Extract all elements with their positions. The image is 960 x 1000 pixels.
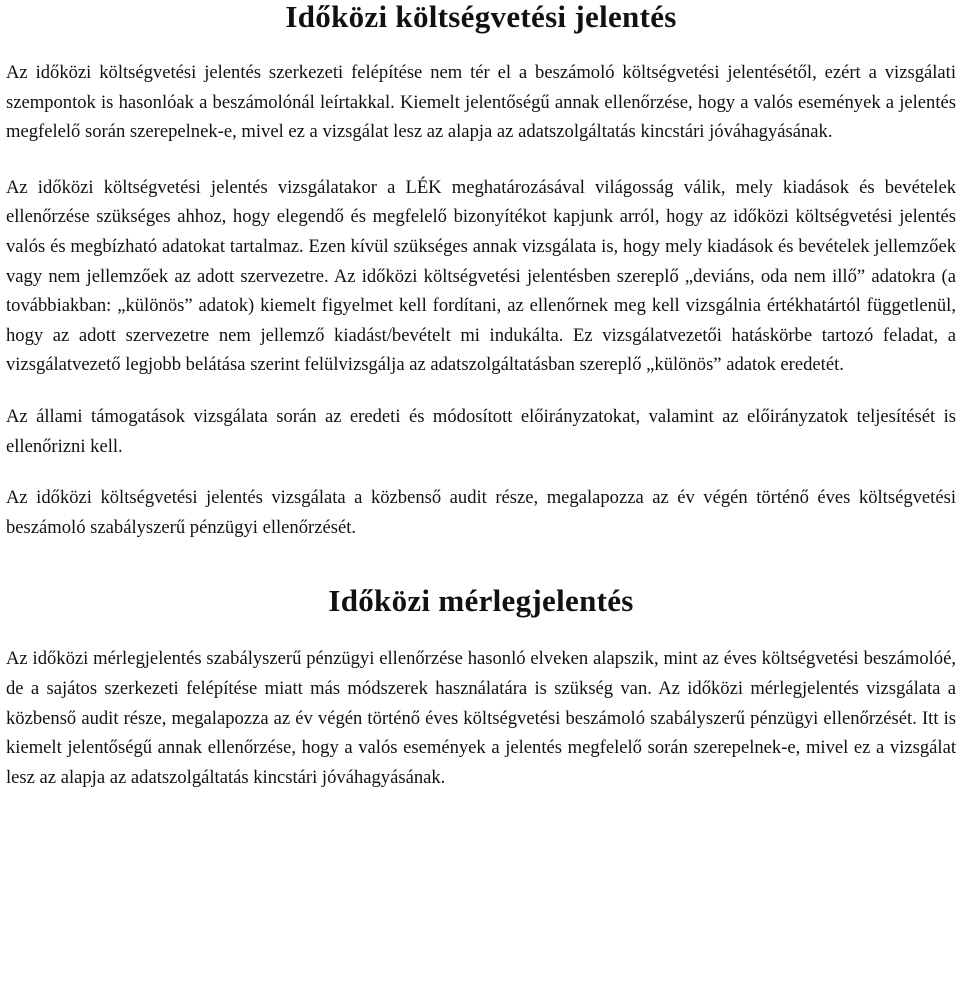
section-heading: Időközi mérlegjelentés bbox=[328, 583, 634, 619]
paragraph: Az időközi mérlegjelentés szabályszerű pénzügyi ellenőrzése hasonló elveken alapszik, mint az éves költségvetési beszámolóé, de a sajátos szerkezeti felépítése miatt más módszerek használatára is szükség van. Az időközi mérlegjelentés vizsgálata a közbenső audit része, megalapozza az év végén történő éves költségvetési beszámoló szabályszerű pénzügyi ellenőrzését. Itt is kiemelt jelentőségű annak ellenőrzése, hogy a valós események a jelentés megfelelő során szerepelnek-e, mivel ez a vizsgálat lesz az alapja az adatszolgáltatás kincstári jóváhagyásának. bbox=[6, 648, 956, 788]
paragraph: Az állami támogatások vizsgálata során az eredeti és módosított előirányzatokat, valamint az előirányzatok teljesítését is ellenőrizni kell. bbox=[6, 405, 956, 457]
document-page bbox=[6, 0, 956, 792]
section-heading: Időközi költségvetési jelentés bbox=[285, 0, 677, 34]
paragraph: Az időközi költségvetési jelentés vizsgálatakor a LÉK meghatározásával világosság válik, mely kiadások és bevételek ellenőrzése szükséges ahhoz, hogy elegendő és megfelelő bizonyítékot kapjunk arról, hogy az időközi költségvetési jelentés valós és megbízható adatokat tartalmaz. Ezen kívül szükséges annak vizsgálata is, hogy mely kiadások és bevételek jellemzőek vagy nem jellemzőek az adott szervezetre. Az időközi költségvetési jelentésben szereplő „deviáns, oda nem illő” adatokra (a továbbiakban: „különös” adatok) kiemelt figyelmet kell fordítani, az ellenőrnek meg kell vizsgálnia értékhatártól függetlenül, hogy az adott szervezetre nem jellemző kiadást/bevételt mi indukálta. Ez vizsgálatvezetői hatáskörbe tartozó feladat, a vizsgálatvezető legjobb belátása szerint felülvizsgálja az adatszolgáltatásban szereplő „különös” adatok eredetét. bbox=[6, 176, 956, 376]
paragraph: Az időközi költségvetési jelentés szerkezeti felépítése nem tér el a beszámoló költségvetési jelentésétől, ezért a vizsgálati szempontok is hasonlóak a beszámolónál leírtakkal. Kiemelt jelentőségű annak ellenőrzése, hogy a valós események a jelentés megfelelő során szerepelnek-e, mivel ez a vizsgálat lesz az alapja az adatszolgáltatás kincstári jóváhagyásának. bbox=[6, 62, 956, 143]
section-idokozi-koltsegvetesi-jelentes bbox=[6, 0, 956, 542]
section-idokozi-merlegjelentes bbox=[6, 584, 956, 792]
paragraph: Az időközi költségvetési jelentés vizsgálata a közbenső audit része, megalapozza az év végén történő éves költségvetési beszámoló szabályszerű pénzügyi ellenőrzését. bbox=[6, 487, 956, 538]
